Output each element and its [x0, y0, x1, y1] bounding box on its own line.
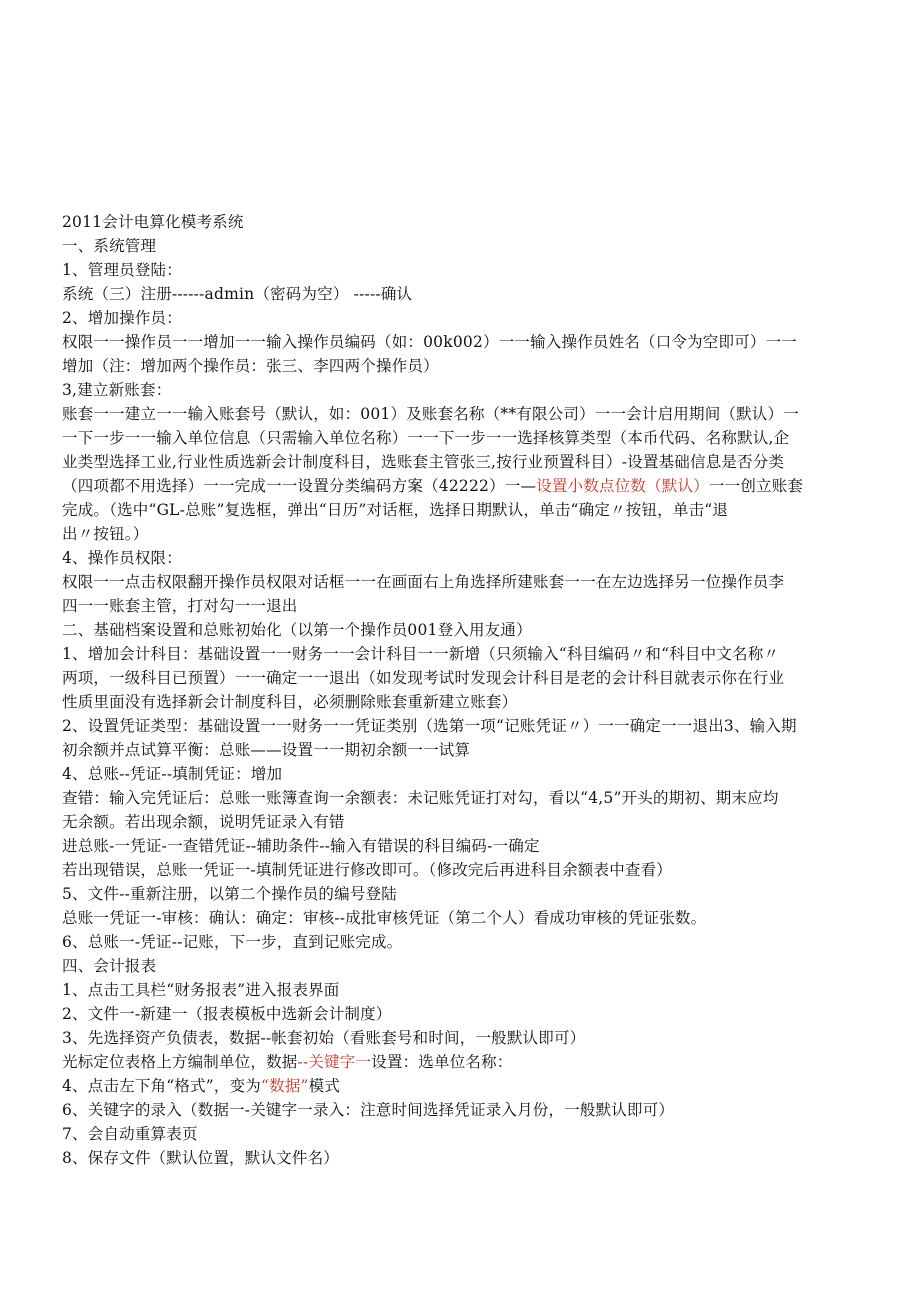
step-heading: 3,建立新账套： — [62, 381, 172, 399]
text-span: 光标定位表格上方编制单位，数据 — [62, 1053, 298, 1071]
text-line: 3、先选择资产负债表，数据--帐套初始（看账套号和时间，一般默认即可） — [62, 1029, 586, 1047]
text-line: 初余额并点试算平衡：总账——设置一一期初余额一一试算 — [62, 741, 471, 759]
section-heading: 四、会计报表 — [62, 957, 157, 975]
text-line: 四一一账套主管，打对勾一一退出 — [62, 597, 298, 615]
text-line — [62, 474, 862, 498]
step-heading: 4、操作员权限： — [62, 549, 182, 567]
text-line: 7、会自动重算表页 — [62, 1125, 198, 1143]
text-line: 2、文件一-新建一（报表模板中选新会计制度） — [62, 1005, 392, 1023]
text-line: 性质里面没有选择新会计制度科目，必须删除账套重新建立账套） — [62, 693, 518, 711]
highlighted-text: “数据” — [261, 1077, 309, 1095]
text-line: 5、文件--重新注册，以第二个操作员的编号登陆 — [62, 885, 397, 903]
text-line: 完成。（选中“GL-总账”复选框，弹出“日历”对话框，选择日期默认，单击“确定〃按钮，单击“退 — [62, 501, 729, 519]
text-line — [62, 1074, 862, 1098]
text-line: 出〃按钮。） — [62, 525, 149, 543]
highlighted-text: 设置小数点位数（默认） — [536, 477, 709, 495]
text-span: 模式 — [308, 1077, 341, 1095]
document-body — [62, 210, 862, 1170]
text-line: 6、关键字的录入（数据一-关键字一录入：注意时间选择凭证录入月份，一般默认即可） — [62, 1101, 675, 1119]
text-line: 一下一步一一输入单位信息（只需输入单位名称）一一下一步一一选择核算类型（本币代码、名称默认,企 — [62, 429, 790, 447]
text-line: 1、点击工具栏“财务报表”进入报表界面 — [62, 981, 340, 999]
text-line: 系统（三）注册------admin（密码为空） -----确认 — [62, 285, 413, 303]
text-span: 4、点击左下角“格式”，变为 — [62, 1077, 262, 1095]
doc-title: 2011会计电算化模考系统 — [62, 213, 244, 231]
text-span: 设置：选单位名称： — [371, 1053, 513, 1071]
text-line: 账套一一建立一一输入账套号（默认，如：001）及账套名称（**有限公司）一一会计启用期间（默认）一 — [62, 405, 799, 423]
text-line: 增加（注：增加两个操作员：张三、李四两个操作员） — [62, 357, 439, 375]
step-heading: 1、管理员登陆： — [62, 261, 182, 279]
section-heading: 二、基础档案设置和总账初始化（以第一个操作员001登入用友通） — [62, 621, 532, 639]
text-line: 总账一凭证一-审核：确认：确定：审核--成批审核凭证（第二个人）看成功审核的凭证张数。 — [62, 909, 707, 927]
text-line — [62, 1050, 862, 1074]
text-line: 4、总账--凭证--填制凭证：增加 — [62, 765, 283, 783]
text-line: 权限一一操作员一一增加一一输入操作员编码（如：00k002）一一输入操作员姓名（口令为空即可）一一 — [62, 333, 798, 351]
section-heading: 一、系统管理 — [62, 237, 157, 255]
text-line: 6、总账一-凭证--记账，下一步，直到记账完成。 — [62, 933, 403, 951]
text-line: 无余额。若出现余额，说明凭证录入有错 — [62, 813, 345, 831]
text-span: （四项都不用选择）一一完成一一设置分类编码方案（42222）一— — [62, 477, 537, 495]
text-line: 若出现错误，总账一凭证一-填制凭证进行修改即可。（修改完后再进科目余额表中查看） — [62, 861, 672, 879]
text-line: 进总账-一凭证-一查错凭证--辅助条件--输入有错误的科目编码-一确定 — [62, 837, 540, 855]
step-heading: 2、增加操作员： — [62, 309, 182, 327]
text-line: 业类型选择工业,行业性质选新会计制度科目，选账套主管张三,按行业预置科目）-设置基础信息是否分类 — [62, 453, 785, 471]
text-line: 两项，一级科目已预置）一一确定一一退出（如发现考试时发现会计科目是老的会计科目就表示你在行业 — [62, 669, 785, 687]
text-line: 1、增加会计科目：基础设置一一财务一一会计科目一一新增（只须输入“科目编码〃和“科目中文名称〃 — [62, 645, 780, 663]
text-line: 2、设置凭证类型：基础设置一一财务一一凭证类别（选第一项“记账凭证〃）一一确定一一退出3、输入期 — [62, 717, 797, 735]
text-line: 查错：输入完凭证后：总账一账簿查询一余额表：未记账凭证打对勾，看以“4,5”开头的期初、期末应均 — [62, 789, 779, 807]
text-line: 8、保存文件（默认位置，默认文件名） — [62, 1149, 339, 1167]
text-line: 权限一一点击权限翻开操作员权限对话框一一在画面右上角选择所建账套一一在左边选择另一位操作员李 — [62, 573, 785, 591]
text-span: 一一创立账套 — [708, 477, 804, 495]
highlighted-text: --关键字一 — [297, 1053, 372, 1071]
